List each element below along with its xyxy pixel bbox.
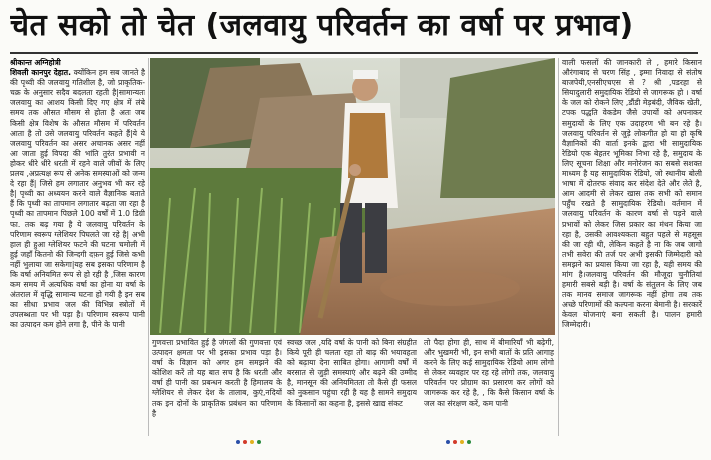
dot-icon (467, 440, 471, 444)
dot-icon (243, 440, 247, 444)
column-2-text: गुणवत्ता प्रभावित हुई है जंगलों की गुणवत्ता एवं उत्पादन क्षमता पर भी इसका प्रभाव पड़ा है। वर्षा के विज्ञान को अगर हम समझने की कोशिश करें तो यह बात सच है कि धरती और वर्षा ही पानी का प्रबन्धन करती है हिमालय के ग्लेशियर से लेकर देश के तालाब, कुएं,नदियों तक इन दोनों के प्राकृतिक प्रबंधन का परिणाम है (152, 338, 282, 418)
dot-icon (460, 440, 464, 444)
byline-author: श्रीकान्त अग्निहोत्री (10, 58, 61, 67)
dot-icon (257, 440, 261, 444)
dot-icon (236, 440, 240, 444)
headline: चेत सको तो चेत (जलवायु परिवर्तन का वर्षा पर प्रभाव) (10, 8, 634, 43)
article-column-1 (10, 58, 145, 436)
column-4-text: तो पैदा होगा ही, साथ में बीमारियाँ भी बढ़ेगी, और भुखमरी भी, इन सभी बातों के प्रति आगाह करने के लिए कई सामुदायिक रेडियो आम लोगो से लेकर व्यवहार पर रह रहे लोगो तक, जलवायु परिवर्तन पर प्रोग्राम का प्रसारण कर लोगों को जागरूक कर रहे है, , कि कैसे किसान वर्षा के जल का संरक्षण करें, कम पानी (424, 338, 554, 408)
column-1-text: क्योंकिन हम सब जानते है की पृथ्वी की जलवायु गतिशील है, जो प्राकृतिक-चक्र के अनुसार सदैव बदलता रहती है|सामान्यतः जलवायु का आशय किसी दिए गए क्षेत्र में लंबे समय तक औसत मौसम से होता है अतः जब किसी क्षेत्र विशेष के औसत मौसम में परिवर्तन आता है तो उसे जलवायु परिवर्तन कहते हैं|ये ये जलवायु परिवर्तन का असर अचानक असर नहीं आ जाता हुई विपदा की भांति तुरंत प्रभावी न होकर धीरे धीरे धरती में रहने वाले जीवों के लिए प्रलय ,अप्रत्यक्ष रूप से अनेक समस्याओं को जन्म दे रहा हैं| जिसे हम लगातार अनुभव भी कर रहे है| पृथ्वी का अध्ययन करने वाले वैज्ञानिक बताते हैं कि पृथ्वी का तापमान लगातार बढ़ता जा रहा है पृथ्वी का तापमान पिछले 100 वर्षों में 1.0 डिग्री फा. तक बढ़ गया है ये जलवायु परिवर्तन के परिणाम स्वरूप ग्लेशियर पिघलते जा रहे है| अभी हाल ही हुआ ग्लेशियर फटने की घटना चमोली में हुई जहाँ कितनो की जिन्दगी दफ़न हुई जिसे कभी नहीं भुलाया जा सकेगा|यह सब इसका परिणाम है कि वर्षा अनियमित रूप से हो रही है ,जिस कारण कम समय में अत्यधिक वर्षा का होना या वर्षा के अंतराल में वृद्धि सामान्य घटना हो गयी है इन सब का सीधा प्रभाव जल की विभिन्न स्त्रोतों में उपलब्धता पर भी पड़ा है। परिणाम स्वरूप पानी का उत्पादन कम होने लगा है, पीने के पानी (10, 68, 145, 330)
column-5-text: वाली फसलों की जानकारी ले , हमारे किसान औरंगाबाद से चरण सिंह , इम्मा निवादा से संतोष बाजपेयी,एनसीएचएस से ? श्री ,पडरहा से सियादुलारी समुदायिक रेडियो से जागरूक हो । वर्षा के जल को रोकने लिए ,डौंडी मेड़बंदी, जैविक खेती, टपक पद्धति वेकडेम जैसे उपायों को अपनाकर समुदायों के लिए एक उदाहरण भी बन रहे है। जलवायु परिवर्तन से जुड़े लोकगीत हो या हो कृषि वैज्ञानिकों की वार्ता इनके द्वारा भी सामुदायिक रेडियो एक बेहतर भूमिका निभा रहे है, समुदाय के लिए सूचना शिक्षा और मनोरंजन का सबसे सशक्त माध्यम है यह सामुदायिक रेडियो, जो स्थानीय बोली भाषा में दोतरफ संवाद कर संदेश देते और लेते है, आम आदमी से लेकर खास तक सभी को समान पहुँच रखते है सामुदायिक रेडियो। वर्तमान में जलवायु परिवर्तन के कारण वर्षा से पड़ने वाले प्रभावों को लेकर जिस प्रकार का मंथन किया जा रहा है, उसकी आवश्यकता बहुत पहले से महसूस की जा रही थी, लेकिन कहते है ना कि जब जागो तभी सवेरा की तर्ज पर अभी इसकी जिम्मेदारी को समझने का प्रयास किया जा रहा है, यही समय की मांग है।जलवायु परिवर्तन की मौजूदा चुनौतियां हमारी सबसे बड़ी है। वर्षा के संतुलन के लिए जब तक मानव समाज जागरूक नहीं होगा तब तक अच्छे परिणामों की कल्पना करना बेमानी है। सरकारें केवल योजनाएं बना सकती है। पालन हमारी जिम्मेदारी। (562, 58, 702, 330)
decorative-dots (236, 440, 261, 446)
farmer-digging-image (150, 58, 555, 335)
dot-icon (446, 440, 450, 444)
headline-rule (10, 52, 698, 54)
article-column-5 (562, 58, 702, 436)
column-3-text: स्वच्छ जल ,यदि वर्षा के पानी को बिना संग्रहीत किये पूरी ही चलता रहा तो बाढ़ की भयावहता को बढ़ाया देना साबित होगा। आगामी वर्षों में बरसात से जुड़ी समस्याएं और बढ़ने की उम्मीद है, मानसून की अनियमितता तो कैसे ही फसल को नुकसान पहुंचा रही है यह है सामने समुदाय के किसानों का कहना है, इससे खाद्य संकट (287, 338, 417, 408)
article-column-2 (152, 338, 282, 436)
dot-icon (250, 440, 254, 444)
decorative-dots (446, 440, 471, 446)
column-divider (148, 58, 149, 436)
dot-icon (453, 440, 457, 444)
byline-location: शिवली कानपुर देहात. (10, 68, 71, 78)
article-column-4 (424, 338, 554, 436)
article-column-3 (287, 338, 417, 436)
farmer-photo (150, 58, 555, 335)
column-divider (558, 58, 559, 436)
